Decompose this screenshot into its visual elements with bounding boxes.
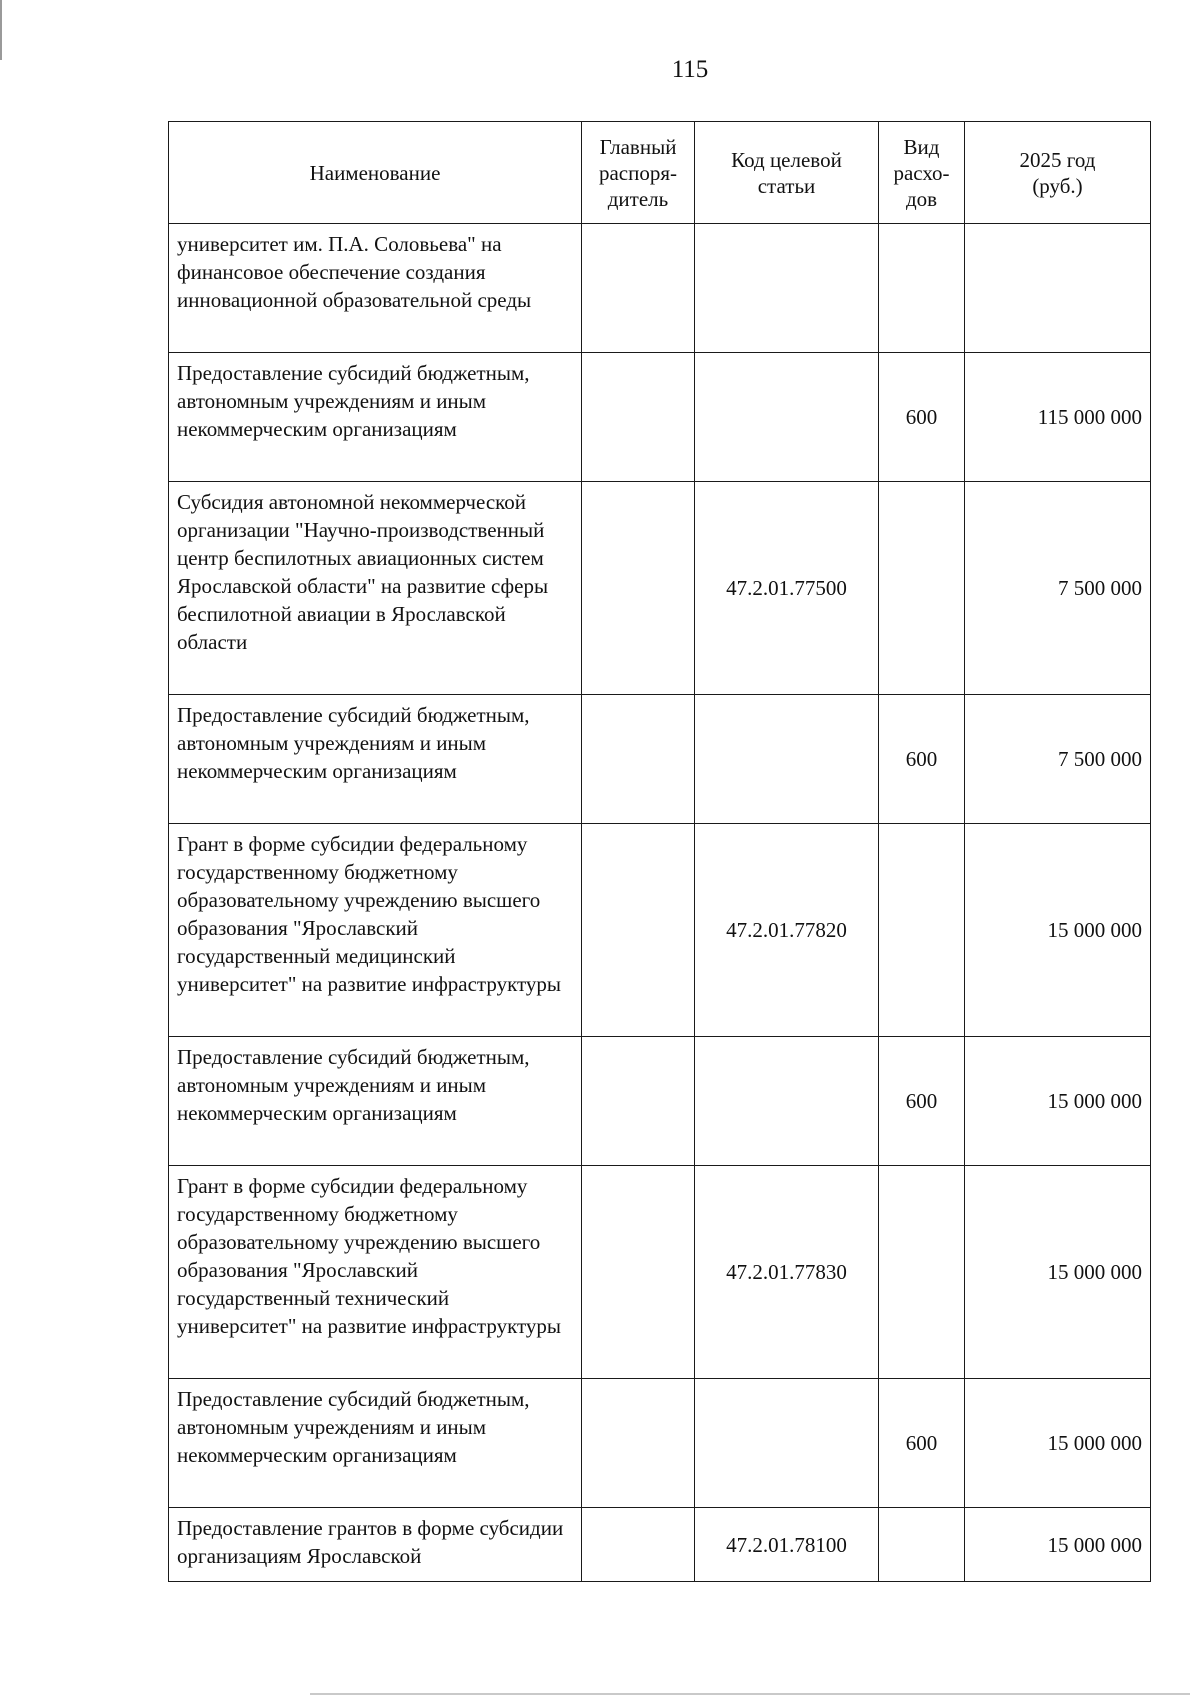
table-row	[169, 353, 1151, 482]
cell-kod	[695, 224, 879, 353]
cell-kod	[695, 1379, 879, 1508]
cell-name: Предоставление субсидий бюджетным, автономным учреждениям и иным некоммерческим организациям	[169, 695, 582, 824]
table-row	[169, 1379, 1151, 1508]
cell-vid: 600	[879, 1037, 965, 1166]
cell-name: Субсидия автономной некоммерческой организации "Научно-производственный центр беспилотных авиационных систем Ярославской области" на развитие сферы беспилотной авиации в Ярославской области	[169, 482, 582, 695]
scan-edge-mark	[310, 1693, 1190, 1695]
cell-glavny	[582, 1166, 695, 1379]
cell-vid	[879, 1508, 965, 1582]
cell-amount: 15 000 000	[965, 824, 1151, 1037]
cell-glavny	[582, 695, 695, 824]
cell-amount: 15 000 000	[965, 1166, 1151, 1379]
cell-glavny	[582, 1379, 695, 1508]
cell-name: Предоставление субсидий бюджетным, автономным учреждениям и иным некоммерческим организациям	[169, 353, 582, 482]
header-glavny-rasporyaditel: Главный распоря- дитель	[582, 122, 695, 224]
cell-glavny	[582, 482, 695, 695]
cell-vid	[879, 482, 965, 695]
cell-amount: 7 500 000	[965, 695, 1151, 824]
cell-kod: 47.2.01.77500	[695, 482, 879, 695]
cell-name: Предоставление субсидий бюджетным, автономным учреждениям и иным некоммерческим организациям	[169, 1379, 582, 1508]
cell-kod: 47.2.01.78100	[695, 1508, 879, 1582]
cell-amount: 15 000 000	[965, 1037, 1151, 1166]
cell-amount: 15 000 000	[965, 1379, 1151, 1508]
cell-kod	[695, 353, 879, 482]
cell-name: Предоставление субсидий бюджетным, автономным учреждениям и иным некоммерческим организациям	[169, 1037, 582, 1166]
cell-glavny	[582, 824, 695, 1037]
cell-glavny	[582, 1508, 695, 1582]
cell-vid	[879, 224, 965, 353]
cell-name: Грант в форме субсидии федеральному государственному бюджетному образовательному учреждению высшего образования "Ярославский государственный медицинский университет" на развитие инфраструктуры	[169, 824, 582, 1037]
table-row	[169, 695, 1151, 824]
table-row	[169, 824, 1151, 1037]
header-year-2025: 2025 год (руб.)	[965, 122, 1151, 224]
cell-kod: 47.2.01.77830	[695, 1166, 879, 1379]
table-row	[169, 1037, 1151, 1166]
cell-amount: 15 000 000	[965, 1508, 1151, 1582]
cell-vid	[879, 1166, 965, 1379]
header-name: Наименование	[169, 122, 582, 224]
table-header-row	[169, 122, 1151, 224]
cell-glavny	[582, 353, 695, 482]
cell-vid: 600	[879, 695, 965, 824]
header-vid-raskhodov: Вид расхо- дов	[879, 122, 965, 224]
cell-kod	[695, 695, 879, 824]
cell-glavny	[582, 224, 695, 353]
table-row	[169, 1508, 1151, 1582]
budget-table	[168, 121, 1151, 1582]
scan-edge-mark	[0, 0, 2, 60]
cell-amount: 115 000 000	[965, 353, 1151, 482]
cell-name: университет им. П.А. Соловьева" на финансовое обеспечение создания инновационной образовательной среды	[169, 224, 582, 353]
cell-kod: 47.2.01.77820	[695, 824, 879, 1037]
table-row	[169, 482, 1151, 695]
cell-vid: 600	[879, 353, 965, 482]
table-row	[169, 224, 1151, 353]
cell-amount	[965, 224, 1151, 353]
page-number: 115	[671, 56, 709, 83]
table-row	[169, 1166, 1151, 1379]
cell-glavny	[582, 1037, 695, 1166]
cell-name: Предоставление грантов в форме субсидии организациям Ярославской	[169, 1508, 582, 1582]
cell-kod	[695, 1037, 879, 1166]
cell-vid	[879, 824, 965, 1037]
header-kod-tselevoy-stati: Код целевой статьи	[695, 122, 879, 224]
cell-amount: 7 500 000	[965, 482, 1151, 695]
cell-vid: 600	[879, 1379, 965, 1508]
cell-name: Грант в форме субсидии федеральному государственному бюджетному образовательному учреждению высшего образования "Ярославский государственный технический университет" на развитие инфраструктуры	[169, 1166, 582, 1379]
